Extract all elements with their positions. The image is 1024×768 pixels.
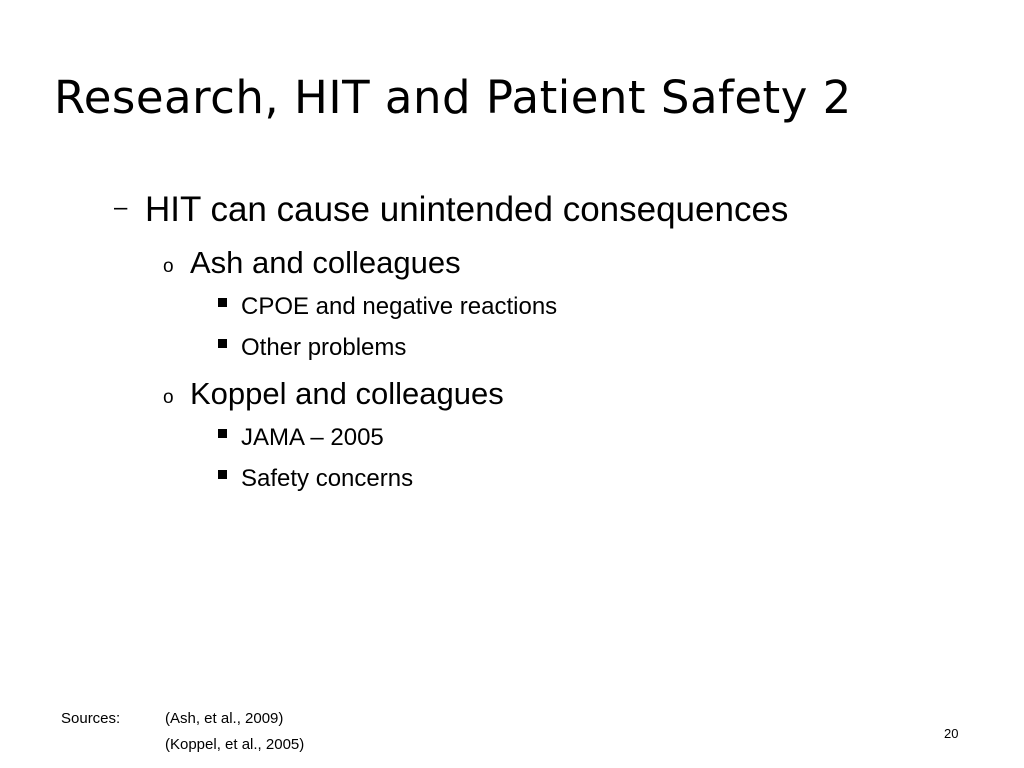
bullet-item bbox=[217, 423, 384, 453]
bullet-item-text: JAMA – 2005 bbox=[241, 424, 384, 451]
page-number: 20 bbox=[944, 726, 959, 741]
bullet-level1-text: HIT can cause unintended consequences bbox=[145, 190, 789, 229]
source-citation: (Koppel, et al., 2005) bbox=[165, 736, 305, 753]
square-bullet-icon bbox=[217, 423, 241, 453]
square-bullet-icon bbox=[217, 464, 241, 494]
bullet-group-label: Koppel and colleagues bbox=[190, 376, 504, 411]
bullet-group-koppel bbox=[163, 375, 504, 418]
slide-title: Research, HIT and Patient Safety 2 bbox=[54, 71, 852, 124]
bullet-item bbox=[217, 292, 557, 322]
bullet-item-text: Safety concerns bbox=[241, 465, 414, 492]
bullet-item bbox=[217, 333, 406, 363]
bullet-item-text: CPOE and negative reactions bbox=[241, 293, 558, 320]
source-citation: (Ash, et al., 2009) bbox=[165, 710, 284, 727]
bullet-group-label: Ash and colleagues bbox=[190, 245, 461, 280]
bullet-item-text: Other problems bbox=[241, 334, 407, 361]
bullet-group-ash bbox=[163, 244, 461, 287]
dash-bullet-icon: – bbox=[114, 193, 128, 221]
square-bullet-icon bbox=[217, 292, 241, 322]
circle-bullet-icon: o bbox=[163, 256, 174, 277]
sources-label: Sources: bbox=[61, 710, 121, 727]
square-bullet-icon bbox=[217, 333, 241, 363]
bullet-level1 bbox=[114, 188, 788, 234]
bullet-item bbox=[217, 464, 413, 494]
circle-bullet-icon: o bbox=[163, 387, 174, 408]
